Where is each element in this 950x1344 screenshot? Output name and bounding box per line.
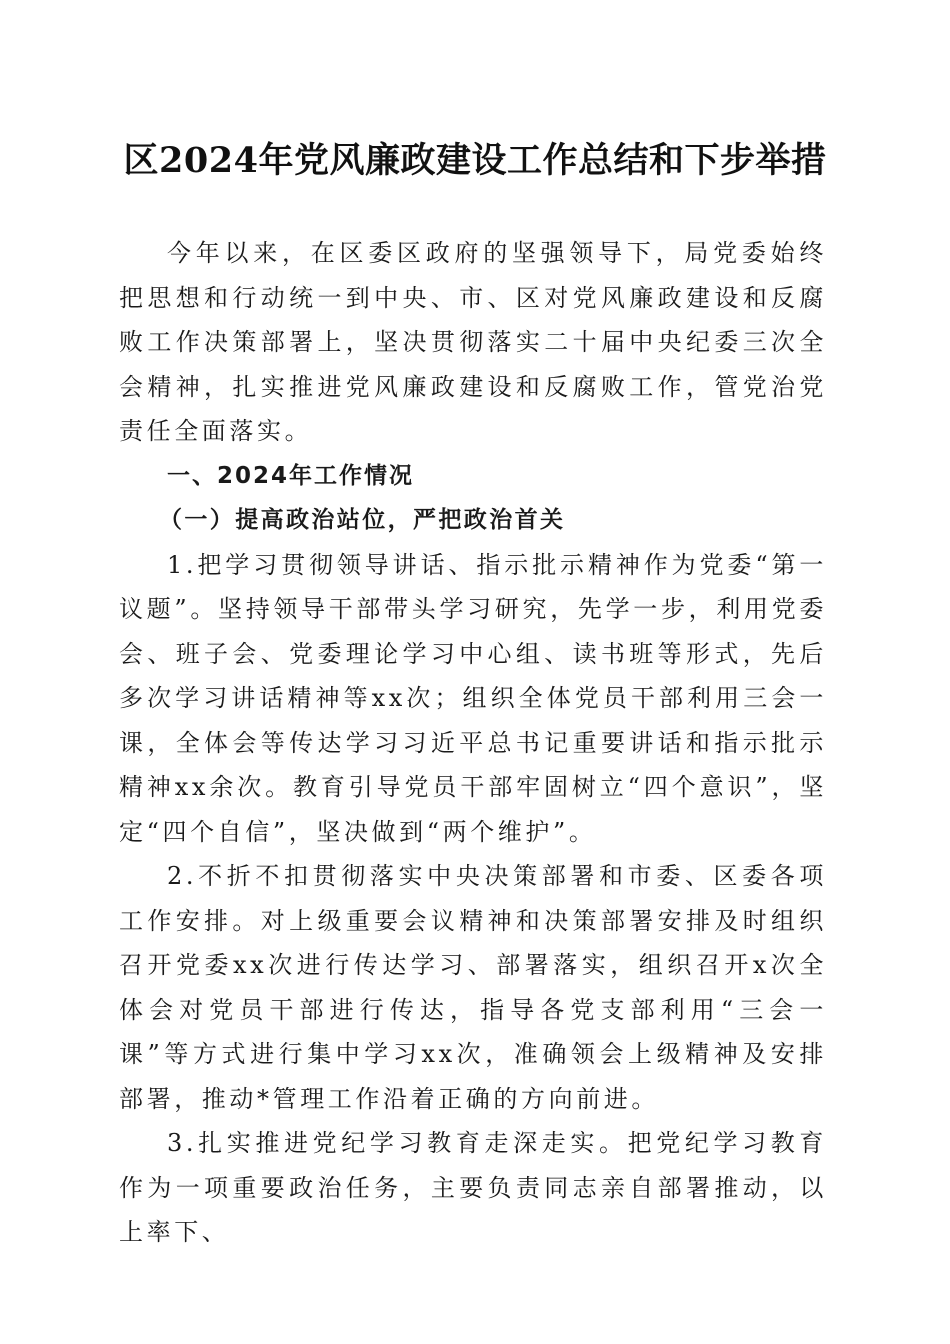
section-heading: 一、2024年工作情况 bbox=[167, 462, 415, 489]
document-body bbox=[119, 231, 827, 1255]
item-paragraph-3: 3.扎实推进党纪学习教育走深走实。把党纪学习教育作为一项重要政治任务，主要负责同志亲自部署推动，以上率下、 bbox=[119, 1129, 827, 1246]
document-title: 区2024年党风廉政建设工作总结和下步举措 bbox=[123, 140, 827, 181]
item-paragraph-1: 1.把学习贯彻领导讲话、指示批示精神作为党委“第一议题”。坚持领导干部带头学习研究，先学一步，利用党委会、班子会、党委理论学习中心组、读书班等形式，先后多次学习讲话精神等xx次；组织全体党员干部利用三会一课，全体会等传达学习习近平总书记重要讲话和指示批示精神xx余次。教育引导党员干部牢固树立“四个意识”，坚定“四个自信”，坚决做到“两个维护”。 bbox=[119, 550, 827, 846]
item-paragraph-2: 2.不折不扣贯彻落实中央决策部署和市委、区委各项工作安排。对上级重要会议精神和决策部署安排及时组织召开党委xx次进行传达学习、部署落实，组织召开x次全体会对党员干部进行传达，指导各党支部利用“三会一课”等方式进行集中学习xx次，准确领会上级精神及安排部署，推动*管理工作沿着正确的方向前进。 bbox=[119, 862, 827, 1113]
intro-paragraph: 今年以来，在区委区政府的坚强领导下，局党委始终把思想和行动统一到中央、市、区对党风廉政建设和反腐败工作决策部署上，坚决贯彻落实二十届中央纪委三次全会精神，扎实推进党风廉政建设和反腐败工作，管党治党责任全面落实。 bbox=[119, 239, 827, 445]
subsection-heading: （一）提高政治站位，严把政治首关 bbox=[159, 506, 566, 533]
